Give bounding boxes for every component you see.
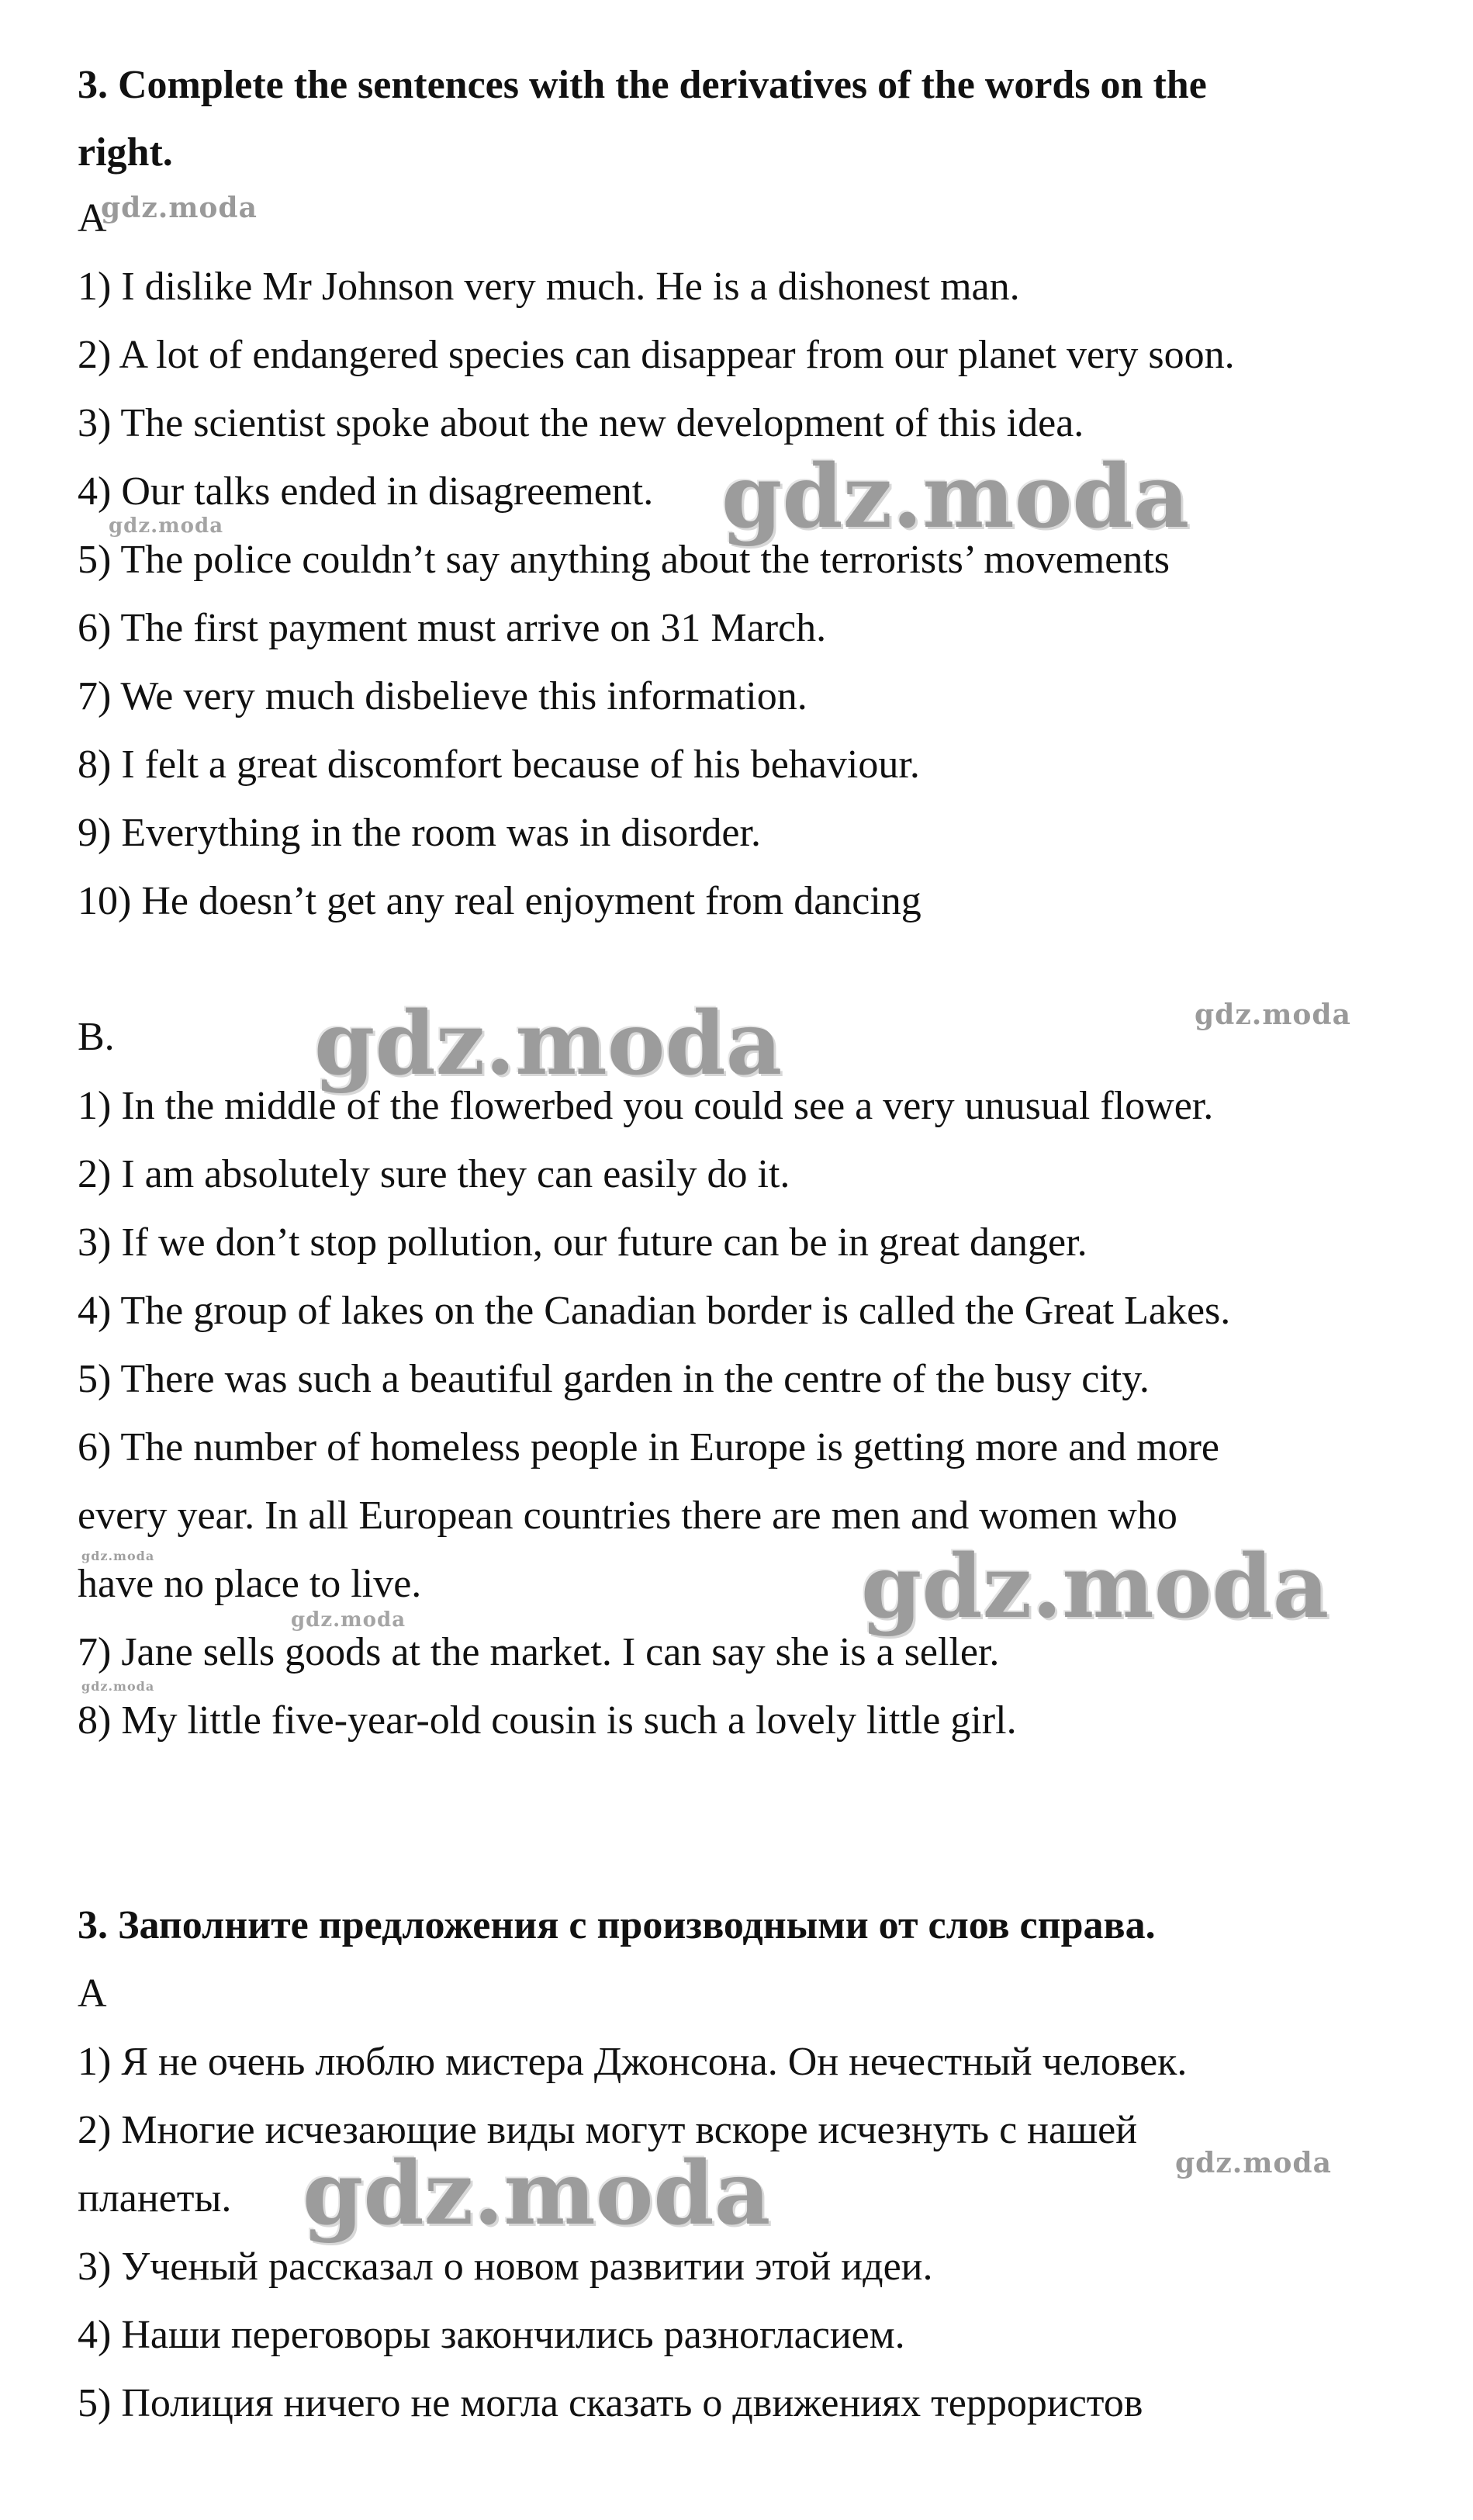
sentence-a-1: 1) I dislike Mr Johnson very much. He is a dishonest man. xyxy=(78,265,1020,309)
watermark: gdz.moda xyxy=(314,993,783,1095)
sentence-b-6-line-1: 6) The number of homeless people in Europe is getting more and more xyxy=(78,1425,1219,1469)
watermark: gdz.moda xyxy=(109,514,224,538)
watermark: gdz.moda xyxy=(861,1536,1330,1638)
sentence-a-7: 7) We very much disbelieve this information. xyxy=(78,674,807,718)
watermark: gdz.moda xyxy=(81,1549,155,1563)
sentence-b-8: 8) My little five-year-old cousin is such a lovely little girl. xyxy=(78,1698,1017,1743)
watermark: gdz.moda xyxy=(1195,999,1351,1031)
watermark: gdz.moda xyxy=(81,1679,155,1694)
sentence-b-5: 5) There was such a beautiful garden in the centre of the busy city. xyxy=(78,1357,1150,1401)
translation-title: 3. Заполните предложения с производными от слов справа. xyxy=(78,1903,1156,1947)
watermark: gdz.moda xyxy=(101,192,258,224)
sentence-a-6: 6) The first payment must arrive on 31 March. xyxy=(78,606,827,650)
sentence-a-10: 10) He doesn’t get any real enjoyment from dancing xyxy=(78,879,921,923)
sentence-a-2: 2) A lot of endangered species can disappear from our planet very soon. xyxy=(78,333,1235,377)
sentence-b-7: 7) Jane sells goods at the market. I can say she is a seller. xyxy=(78,1630,1000,1674)
translation-sentence-2-line-1: 2) Многие исчезающие виды могут вскоре исчезнуть с нашей xyxy=(78,2108,1138,2152)
watermark: gdz.moda xyxy=(721,446,1190,548)
sentence-b-1: 1) In the middle of the flowerbed you could see a very unusual flower. xyxy=(78,1084,1214,1128)
watermark: gdz.moda xyxy=(1175,2147,1332,2179)
translation-sentence-2-line-2: планеты. xyxy=(78,2176,232,2221)
translation-sentence-1: 1) Я не очень люблю мистера Джонсона. Он нечестный человек. xyxy=(78,2040,1188,2084)
sentence-b-6-line-2: every year. In all European countries there are men and women who xyxy=(78,1494,1177,1538)
translation-sentence-4: 4) Наши переговоры закончились разногласием. xyxy=(78,2313,905,2357)
sentence-a-8: 8) I felt a great discomfort because of his behaviour. xyxy=(78,742,920,787)
sentence-b-6-line-3: have no place to live. xyxy=(78,1562,422,1606)
sentence-b-2: 2) I am absolutely sure they can easily do it. xyxy=(78,1152,790,1196)
translation-sentence-3: 3) Ученый рассказал о новом развитии этой идеи. xyxy=(78,2245,933,2289)
exercise-title-line-2: right. xyxy=(78,130,173,175)
section-a-label: A xyxy=(78,196,107,241)
watermark: gdz.moda xyxy=(303,2143,771,2245)
sentence-a-3: 3) The scientist spoke about the new development of this idea. xyxy=(78,401,1084,445)
sentence-a-4: 4) Our talks ended in disagreement. xyxy=(78,469,654,514)
translation-section-a-label: А xyxy=(78,1971,107,2016)
exercise-title-line-1: 3. Complete the sentences with the derivatives of the words on the xyxy=(78,63,1207,107)
translation-sentence-5: 5) Полиция ничего не могла сказать о движениях террористов xyxy=(78,2381,1143,2425)
section-b-label: B. xyxy=(78,1015,115,1059)
sentence-a-9: 9) Everything in the room was in disorder. xyxy=(78,811,761,855)
sentence-b-4: 4) The group of lakes on the Canadian border is called the Great Lakes. xyxy=(78,1289,1231,1333)
watermark: gdz.moda xyxy=(291,1608,406,1632)
sentence-a-5: 5) The police couldn’t say anything about the terrorists’ movements xyxy=(78,538,1170,582)
sentence-b-3: 3) If we don’t stop pollution, our future can be in great danger. xyxy=(78,1220,1087,1265)
